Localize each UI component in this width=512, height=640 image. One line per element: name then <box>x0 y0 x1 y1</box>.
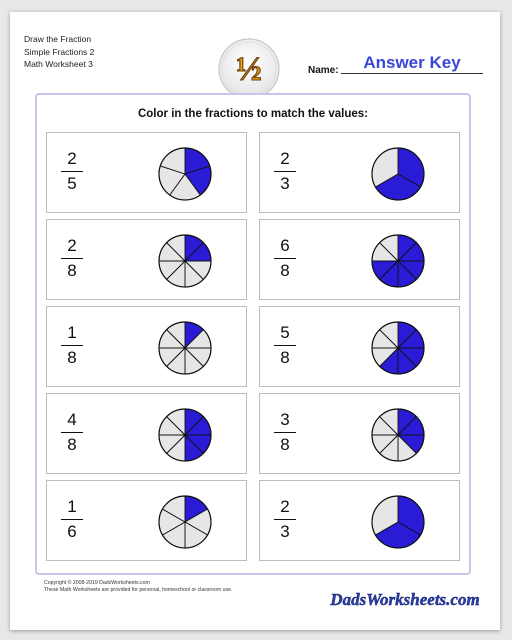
fraction-problem <box>259 393 460 474</box>
fraction-bar <box>61 345 83 346</box>
fraction-denominator: 5 <box>67 174 77 193</box>
worksheet-subtitle: Simple Fractions 2 <box>24 46 95 57</box>
fraction-problem <box>259 219 460 300</box>
instructions: Color in the fractions to match the values: <box>137 108 369 120</box>
usage-notice: These Math Worksheets are provided for personal, homeschool or classroom use. <box>44 587 233 593</box>
fraction-numerator: 6 <box>280 236 290 255</box>
fraction-value <box>274 236 296 281</box>
fraction-problem <box>259 132 460 213</box>
fraction-value <box>61 497 83 542</box>
fraction-bar <box>274 345 296 346</box>
fraction-value <box>274 410 296 455</box>
fraction-problem <box>259 306 460 387</box>
fraction-bar <box>61 519 83 520</box>
fraction-numerator: 2 <box>280 497 290 516</box>
fraction-denominator: 8 <box>280 261 290 280</box>
fraction-numerator: 2 <box>67 236 77 255</box>
fraction-bar <box>274 171 296 172</box>
fraction-denominator: 8 <box>67 435 77 454</box>
fraction-pie[interactable] <box>370 494 426 550</box>
fraction-value <box>274 497 296 542</box>
fraction-numerator: 1 <box>67 497 77 516</box>
fraction-pie[interactable] <box>157 233 213 289</box>
fraction-numerator: 2 <box>280 149 290 168</box>
worksheet-info <box>24 33 94 71</box>
fraction-denominator: 3 <box>280 174 290 193</box>
fraction-value <box>61 236 83 281</box>
fraction-problem <box>259 480 460 561</box>
fraction-denominator: 6 <box>67 522 77 541</box>
fraction-denominator: 8 <box>67 261 77 280</box>
worksheet-number: Math Worksheet 3 <box>24 59 93 69</box>
fraction-problem <box>46 393 247 474</box>
name-label: Name: <box>308 65 339 76</box>
fraction-value <box>61 149 83 194</box>
fraction-numerator: 1 <box>67 323 77 342</box>
fraction-pie[interactable] <box>370 407 426 463</box>
fraction-pie[interactable] <box>370 320 426 376</box>
fraction-denominator: 8 <box>280 435 290 454</box>
fraction-denominator: 3 <box>280 522 290 541</box>
fraction-pie[interactable] <box>157 407 213 463</box>
fraction-value <box>61 323 83 368</box>
fraction-problem <box>46 219 247 300</box>
fraction-bar <box>274 519 296 520</box>
fraction-pie[interactable] <box>157 494 213 550</box>
fraction-bar <box>61 432 83 433</box>
fraction-numerator: 4 <box>67 410 77 429</box>
fraction-pie[interactable] <box>157 146 213 202</box>
fraction-pie[interactable] <box>157 320 213 376</box>
fraction-denominator: 8 <box>67 348 77 367</box>
fraction-bar <box>61 258 83 259</box>
fraction-bar <box>274 258 296 259</box>
fraction-bar <box>61 171 83 172</box>
footer-copyright <box>44 580 232 594</box>
fraction-numerator: 2 <box>67 149 77 168</box>
logo-glyph: ½ <box>236 51 262 88</box>
fraction-value <box>274 149 296 194</box>
fraction-pie[interactable] <box>370 146 426 202</box>
brand-text: DadsWorksheets.com <box>330 590 480 609</box>
name-field[interactable]: Answer Key <box>341 53 483 74</box>
fraction-numerator: 5 <box>280 323 290 342</box>
fraction-bar <box>274 432 296 433</box>
dadsworksheets-logo <box>330 586 480 612</box>
worksheet-title: Draw the Fraction <box>24 34 92 44</box>
copyright-text: Copyright © 2008-2019 DadsWorksheets.com <box>44 580 150 586</box>
fraction-denominator: 8 <box>280 348 290 367</box>
fraction-numerator: 3 <box>280 410 290 429</box>
fraction-pie[interactable] <box>370 233 426 289</box>
fraction-problem <box>46 132 247 213</box>
fraction-problem <box>46 306 247 387</box>
fraction-value <box>274 323 296 368</box>
fraction-problem <box>46 480 247 561</box>
fraction-value <box>61 410 83 455</box>
